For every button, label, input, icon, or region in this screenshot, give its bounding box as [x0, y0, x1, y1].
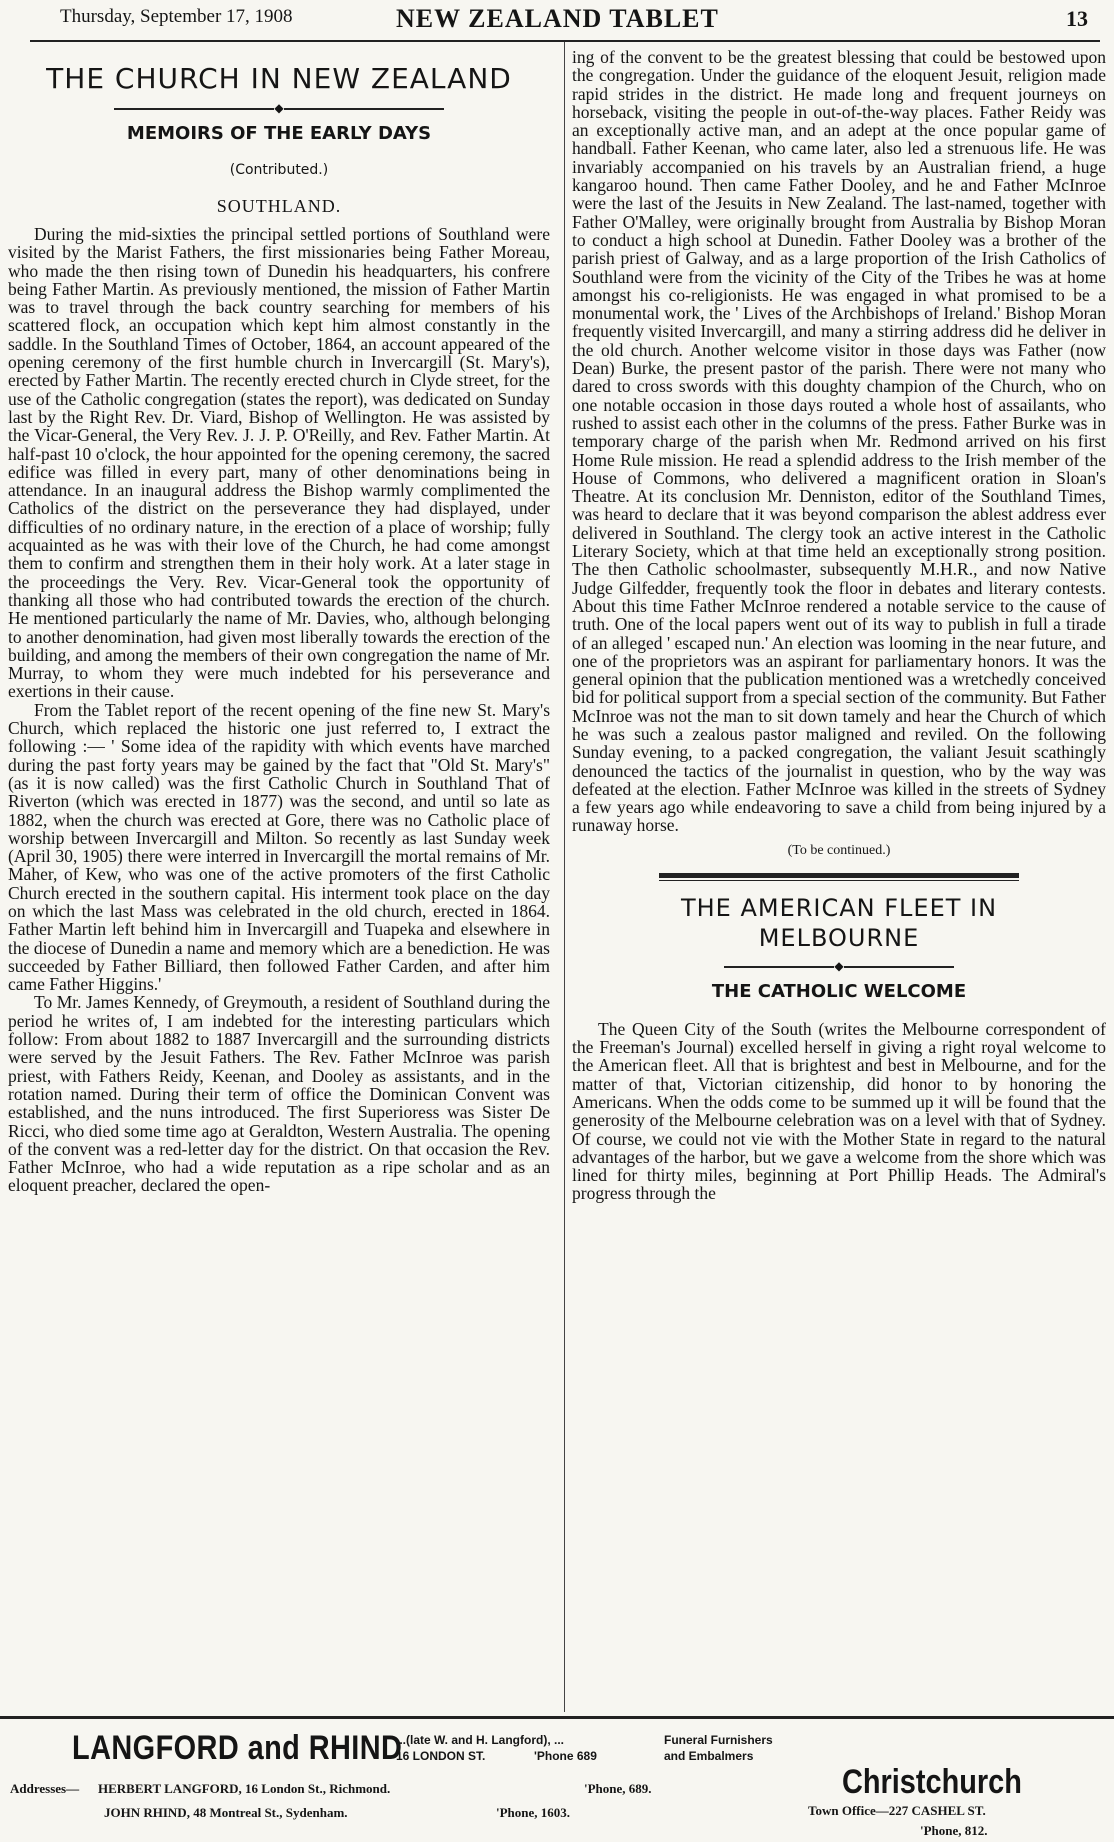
advert-late: ...(late W. and H. Langford), ... [396, 1733, 564, 1747]
advert-address-john: JOHN RHIND, 48 Montreal St., Sydenham. [104, 1805, 348, 1820]
article-separator-thin [659, 880, 1019, 881]
advertisement [0, 1716, 1114, 1842]
advert-address-herbert: HERBERT LANGFORD, 16 London St., Richmond. [98, 1781, 391, 1796]
advert-address: 16 LONDON ST. [396, 1749, 486, 1763]
advert-brand: LANGFORD and RHIND [72, 1729, 403, 1767]
title-ornament: ◆ [8, 101, 550, 115]
advert-town-office: Town Office—227 CASHEL ST. [808, 1803, 986, 1818]
advert-phone: 'Phone 689 [534, 1749, 597, 1763]
article-byline: (Contributed.) [229, 162, 329, 178]
to-be-continued: (To be continued.) [787, 842, 891, 858]
article2-subtitle: THE CATHOLIC WELCOME [711, 980, 967, 1002]
left-column [8, 48, 550, 1714]
column-divider [564, 42, 565, 1712]
article-title: THE CHURCH IN NEW ZEALAND [46, 62, 512, 95]
advert-trade-line1: Funeral Furnishers [664, 1733, 773, 1747]
article2-title-line1: THE AMERICAN FLEET IN [680, 893, 998, 922]
paragraph: The Queen City of the South (writes the Melbourne correspondent of the Freeman's Journal) excelled herself in giving a right royal welcome to the American fleet. All that is brightest and best in Melbourne, and for the matter of that, Victorian citizenship, did honor to by honoring the Americans. When the odds come to be summed up it will be found that the generosity of the Melbourne celebration was on a level with that of Sydney. Of course, we could not vie with the Mother State in regard to the natural advantages of the harbor, but we gave a welcome from the shore which was lined for thirty miles, beginning at Port Phillip Heads. The Admiral's progress through the [572, 1018, 1106, 1204]
article-body-continued [572, 48, 1106, 835]
paragraph: During the mid-sixties the principal settled portions of Southland were visited by the Marist Fathers, the first missionaries being Father Moreau, who made the then rising town of Dunedin his headquarters, his confrere being Father Martin. As previously mentioned, the mission of Father Martin was to travel through the back country searching for members of his scattered flock, an occupation which kept him almost constantly in the saddle. In the Southland Times of October, 1864, an account appeared of the opening ceremony of the first humble church in Invercargill (St. Mary's), erected by Father Martin. The recently erected church in Clyde street, for the use of the Catholic congregation (states the report), was dedicated on Sunday last by the Right Rev. Dr. Viard, Bishop of Wellington. He was assisted by the Vicar-General, the Very Rev. J. J. P. O'Reilly, and Rev. Father Martin. At half-past 10 o'clock, the hour appointed for the opening ceremony, the sacred edifice was filled in every part, many of other denominations being in attendance. In an inaugural address the Bishop warmly complimented the Catholics of the district on the perseverance they had displayed, under difficulties of no ordinary nature, in the erection of a place of worship; fully acquainted as he was with their love of the Church, he had come amongst them to confirm and strengthen them in their holy work. At a later stage in the proceedings the Very. Rev. Vicar-General took the opportunity of thanking all those who had contributed towards the erection of the church. He mentioned particularly the name of Mr. Davies, who, although belonging to another denomination, had given most liberally towards the erection of the building, and among the members of their own congregation the name of Mr. Murray, to whom they were much indebted for his perseverance and exertions in their cause. [8, 224, 550, 702]
title-ornament: ◆ [572, 959, 1106, 973]
article2-title [572, 893, 1106, 953]
section-heading: SOUTHLAND. [216, 196, 342, 216]
paragraph: From the Tablet report of the recent opening of the fine new St. Mary's Church, which replaced the historic one just referred to, I extract the following :— ' Some idea of the rapidity with which events have marched during the past forty years may be gained by the fact that "Old St. Mary's" (as it is now called) was the first Catholic Church in Southland That of Riverton (which was erected in 1877) was the second, and until so late as 1882, when the church was erected at Gore, there was no Catholic place of worship between Invercargill and Milton. So recently as last Sunday week (April 30, 1905) there were interred in Invercargill the mortal remains of Mr. Maher, of Kew, who was one of the active promoters of the first Catholic Church erected in the southern capital. His interment took place on the day on which the last Mass was celebrated in the old church, erected in 1864. Father Martin left behind him in Invercargill and Tuapeka and elsewhere in the diocese of Dunedin a name and memory which are a benediction. He was succeeded by Father Billiard, then followed Father Carden, and after him came Father Higgins.' [8, 699, 550, 995]
advert-addresses-label: Addresses— [10, 1781, 80, 1796]
paragraph: ing of the convent to be the greatest blessing that could be bestowed upon the congregation. Under the guidance of the eloquent Jesuit, religion made rapid strides in the district. He made long and frequent journeys on horseback, visiting the people in out-of-the-way places. Father Reidy was an exceptionally active man, and an adept at the once popular game of handball. Father Keenan, who came later, also led a strenuous life. He was invariably accompanied on his travels by an Australian friend, a huge kangaroo hound. Then came Father Dooley, and he and Father McInroe were the last of the Jesuits in New Zealand. The last-named, together with Father O'Malley, were originally brought from Australia by Bishop Moran to conduct a high school at Dunedin. Father Dooley was a brother of the parish priest of Galway, and as a large proportion of the Irish Catholics of Southland were from the vicinity of the City of the Tribes he was at home amongst his co-religionists. He was engaged in what promised to be a monumental work, the ' Lives of the Archbishops of Ireland.' Bishop Moran frequently visited Invercargill, and many a stirring address did he deliver in the old church. Another welcome visitor in those days was Father (now Dean) Burke, the present pastor of the parish. There were not many who dared to cross swords with this doughty champion of the Church, who on one notable occasion in those days routed a whole host of assailants, who rushed to assist each other in the columns of the press. Father Burke was in temporary charge of the parish when Mr. Redmond arrived on his first Home Rule mission. He read a splendid address to the Irish member of the House of Commons, who delivered a magnificent oration in Sloan's Theatre. At its conclusion Mr. Denniston, editor of the Southland Times, was heard to declare that it was beyond comparison the ablest address ever delivered in Southland. The clergy took an active interest in the Catholic Literary Society, which at that time held an exceptionally strong position. The then Catholic schoolmaster, subsequently M.H.R., and now Native Judge Gilfedder, frequently took the floor in debates and literary contests. About this time Father McInroe rendered a notable service to the cause of truth. One of the local papers went out of its way to publish in full a tirade of an alleged ' escaped nun.' An election was looming in the near future, and one of the proprietors was an aspirant for parliamentary honors. It was the general opinion that the publication mentioned was a wretchedly conceived bid for political support from a special section of the community. But Father McInroe was not the man to sit down tamely and hear the Church of which he was such a zealous pastor maligned and reviled. On the following Sunday evening, to a packed congregation, the valiant Jesuit scathingly denounced the tactics of the journalist in question, who by the way was defeated at the election. Father McInroe was killed in the streets of Sydney a few years ago while endeavoring to save a child from being injured by a runaway horse. [572, 48, 1106, 836]
paragraph: To Mr. James Kennedy, of Greymouth, a resident of Southland during the period he writes of, I am indebted for the interesting particulars which follow: From about 1882 to 1887 Invercargill and the surrounding districts were served by the Jesuit Fathers. The Rev. Father McInroe was parish priest, with Fathers Reidy, Keenan, and Dooley as assistants, and in the rotation named. During their term of office the Dominican Convent was established, and the nuns introduced. The first Superioress was Sister De Ricci, who died some time ago at Geraldton, Western Australia. The opening of the convent was a red-letter day for the district. On that occasion the Rev. Father McInroe, who had a wide reputation as a ripe scholar and as an eloquent preacher, declared the open- [8, 992, 550, 1196]
right-column [572, 48, 1106, 1712]
article-body [8, 225, 550, 1195]
advert-town-phone: 'Phone, 812. [920, 1823, 988, 1838]
article-separator [659, 873, 1019, 878]
article2-body [572, 1020, 1106, 1203]
page-number: 13 [1066, 6, 1088, 31]
advert-phone-john: 'Phone, 1603. [496, 1805, 571, 1820]
issue-date: Thursday, September 17, 1908 [60, 6, 293, 27]
article-subtitle: MEMOIRS OF THE EARLY DAYS [126, 123, 432, 144]
article2-title-line2: MELBOURNE [758, 923, 920, 952]
advert-city: Christchurch [842, 1763, 1022, 1801]
advert-phone-herbert: 'Phone, 689. [584, 1781, 652, 1796]
masthead [30, 0, 1100, 42]
newspaper-name: NEW ZEALAND TABLET [396, 4, 719, 33]
advert-trade-line2: and Embalmers [664, 1749, 754, 1763]
